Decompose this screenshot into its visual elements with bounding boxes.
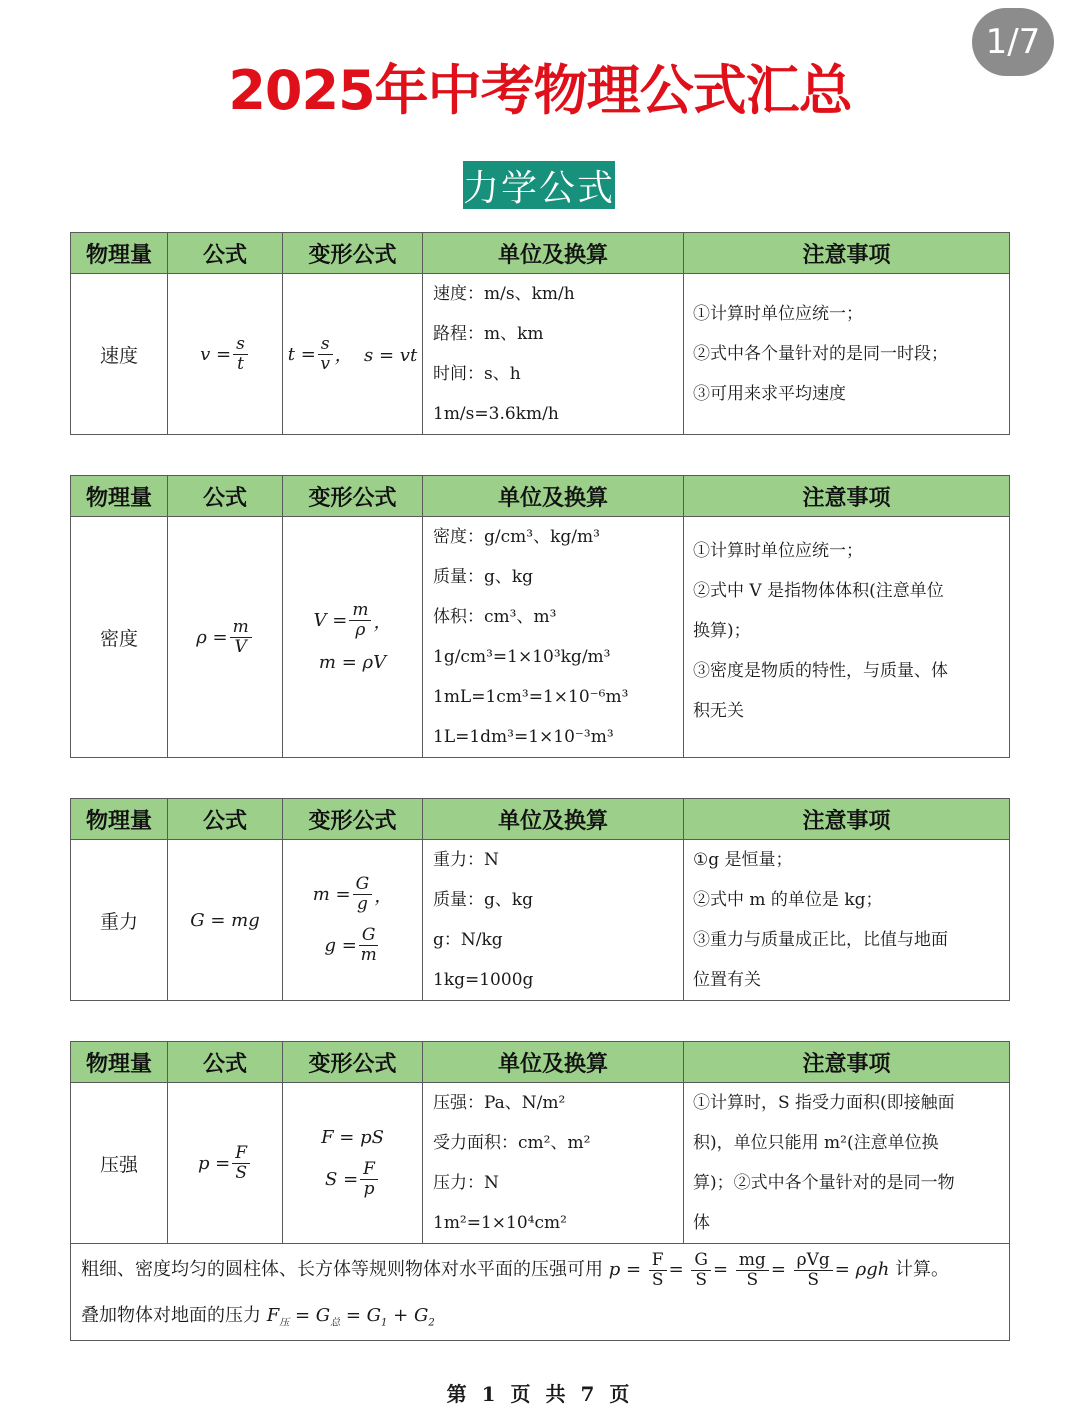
notes-line: 位置有关 <box>693 970 761 990</box>
header-formula: 公式 <box>168 1042 283 1083</box>
pressure-extra-line2: 叠加物体对地面的压力 $F_压 = G_总 = G_1 + G_2$ <box>81 1305 435 1329</box>
notes-line: ②式中 V 是指物体体积(注意单位 <box>693 581 944 601</box>
header-notes: 注意事项 <box>684 233 1010 274</box>
units-line: 时间：s、h <box>433 364 521 384</box>
units-line: 1mL=1cm³=1×10⁻⁶m³ <box>433 687 629 707</box>
units-line: g：N/kg <box>433 930 503 950</box>
quantity-name: 压强 <box>71 1083 168 1244</box>
pressure-extra-cell <box>71 1244 1010 1297</box>
units-line: 重力：N <box>433 850 499 870</box>
formula-table-speed <box>70 232 1010 435</box>
formula-table-density <box>70 475 1010 758</box>
notes-cell <box>684 274 1010 435</box>
extra-line2-text: 叠加物体对地面的压力 <box>81 1305 261 1326</box>
units-line: 受力面积：cm²、m² <box>433 1133 591 1153</box>
header-notes: 注意事项 <box>684 799 1010 840</box>
page-footer: 第 1 页 共 7 页 <box>446 1382 634 1406</box>
units-line: 质量：g、kg <box>433 890 534 910</box>
header-notes: 注意事项 <box>684 1042 1010 1083</box>
units-cell <box>423 840 684 1001</box>
extra-line1-end: 计算。 <box>895 1259 950 1280</box>
quantity-name: 重力 <box>71 840 168 1001</box>
quantity-name: 密度 <box>71 517 168 758</box>
header-units: 单位及换算 <box>423 1042 684 1083</box>
formula-derived: V = $\frac{m}{\rho}$ ， m = ρV <box>283 517 423 758</box>
formula-main: p = $\frac{F}{S}$ <box>168 1083 283 1244</box>
formula-main: ρ = $\frac{m}{V}$ <box>168 517 283 758</box>
units-line: 压力：N <box>433 1173 499 1193</box>
section-title: 力学公式 <box>463 161 615 209</box>
header-units: 单位及换算 <box>423 233 684 274</box>
table-row <box>71 517 1010 758</box>
notes-line: 积无关 <box>693 701 744 721</box>
notes-line: 换算)； <box>693 621 751 641</box>
page-title: 2025年中考物理公式汇总 <box>228 59 852 122</box>
table-header-row <box>71 233 1010 274</box>
notes-line: 体 <box>693 1213 710 1233</box>
units-cell <box>423 274 684 435</box>
units-line: 速度：m/s、km/h <box>433 284 575 304</box>
units-line: 1m²=1×10⁴cm² <box>433 1213 567 1233</box>
page-indicator-badge: 1/7 <box>972 8 1054 76</box>
units-line: 质量：g、kg <box>433 567 534 587</box>
header-derived: 变形公式 <box>283 476 423 517</box>
notes-line: ③可用来求平均速度 <box>693 384 846 404</box>
formula-main: G = mg <box>168 840 283 1001</box>
pressure-extra-cell-2 <box>71 1296 1010 1341</box>
header-notes: 注意事项 <box>684 476 1010 517</box>
table-header-row <box>71 476 1010 517</box>
units-line: 1kg=1000g <box>433 970 534 990</box>
notes-line: ②式中各个量针对的是同一时段； <box>693 344 948 364</box>
table-row <box>71 1083 1010 1244</box>
units-cell <box>423 1083 684 1244</box>
extra-line1-text: 粗细、密度均匀的圆柱体、长方体等规则物体对水平面的压强可用 <box>81 1259 603 1280</box>
header-quantity: 物理量 <box>71 233 168 274</box>
units-line: 压强：Pa、N/m² <box>433 1093 566 1113</box>
formula-main: v = $\frac{s}{t}$ <box>168 274 283 435</box>
quantity-name: 速度 <box>71 274 168 435</box>
units-line: 体积：cm³、m³ <box>433 607 557 627</box>
notes-line: 积)，单位只能用 m²(注意单位换 <box>693 1133 939 1153</box>
notes-line: ①计算时单位应统一； <box>693 304 863 324</box>
notes-line: ①g 是恒量； <box>693 850 793 870</box>
units-line: 1m/s=3.6km/h <box>433 404 559 424</box>
notes-cell <box>684 1083 1010 1244</box>
header-units: 单位及换算 <box>423 476 684 517</box>
units-line: 1g/cm³=1×10³kg/m³ <box>433 647 611 667</box>
header-formula: 公式 <box>168 799 283 840</box>
header-formula: 公式 <box>168 476 283 517</box>
pressure-extra-line1: 粗细、密度均匀的圆柱体、长方体等规则物体对水平面的压强可用 p = $\frac{F}{S}$ = $\frac{G}{S}$ = $\frac{mg}{S}$ = ρVg S = ρgh 计算。 <box>81 1249 950 1290</box>
header-derived: 变形公式 <box>283 1042 423 1083</box>
notes-line: ①计算时，S 指受力面积(即接触面 <box>693 1093 955 1113</box>
notes-line: ③重力与质量成正比，比值与地面 <box>693 930 948 950</box>
header-quantity: 物理量 <box>71 799 168 840</box>
table-header-row <box>71 1042 1010 1083</box>
units-line: 1L=1dm³=1×10⁻³m³ <box>433 727 614 747</box>
pressure-extra-row-2 <box>71 1296 1010 1341</box>
header-units: 单位及换算 <box>423 799 684 840</box>
formula-derived: F = pS S = $\frac{F}{p}$ <box>283 1083 423 1244</box>
notes-cell <box>684 840 1010 1001</box>
table-row <box>71 274 1010 435</box>
pressure-extra-row <box>71 1244 1010 1297</box>
units-cell <box>423 517 684 758</box>
table-header-row <box>71 799 1010 840</box>
notes-line: ①计算时单位应统一； <box>693 541 863 561</box>
header-derived: 变形公式 <box>283 233 423 274</box>
units-line: 路程：m、km <box>433 324 544 344</box>
units-line: 密度：g/cm³、kg/m³ <box>433 527 600 547</box>
header-quantity: 物理量 <box>71 1042 168 1083</box>
notes-line: ②式中 m 的单位是 kg； <box>693 890 883 910</box>
header-quantity: 物理量 <box>71 476 168 517</box>
notes-line: 算)；②式中各个量针对的是同一物 <box>693 1173 955 1193</box>
header-formula: 公式 <box>168 233 283 274</box>
formula-derived: t = $\frac{s}{v}$ ， s = vt <box>283 274 423 435</box>
header-derived: 变形公式 <box>283 799 423 840</box>
notes-cell <box>684 517 1010 758</box>
formula-derived: m = $\frac{G}{g}$ ， g = $\frac{G}{m}$ <box>283 840 423 1001</box>
table-row <box>71 840 1010 1001</box>
notes-line: ③密度是物质的特性，与质量、体 <box>693 661 948 681</box>
formula-table-gravity <box>70 798 1010 1001</box>
formula-table-pressure <box>70 1041 1010 1341</box>
